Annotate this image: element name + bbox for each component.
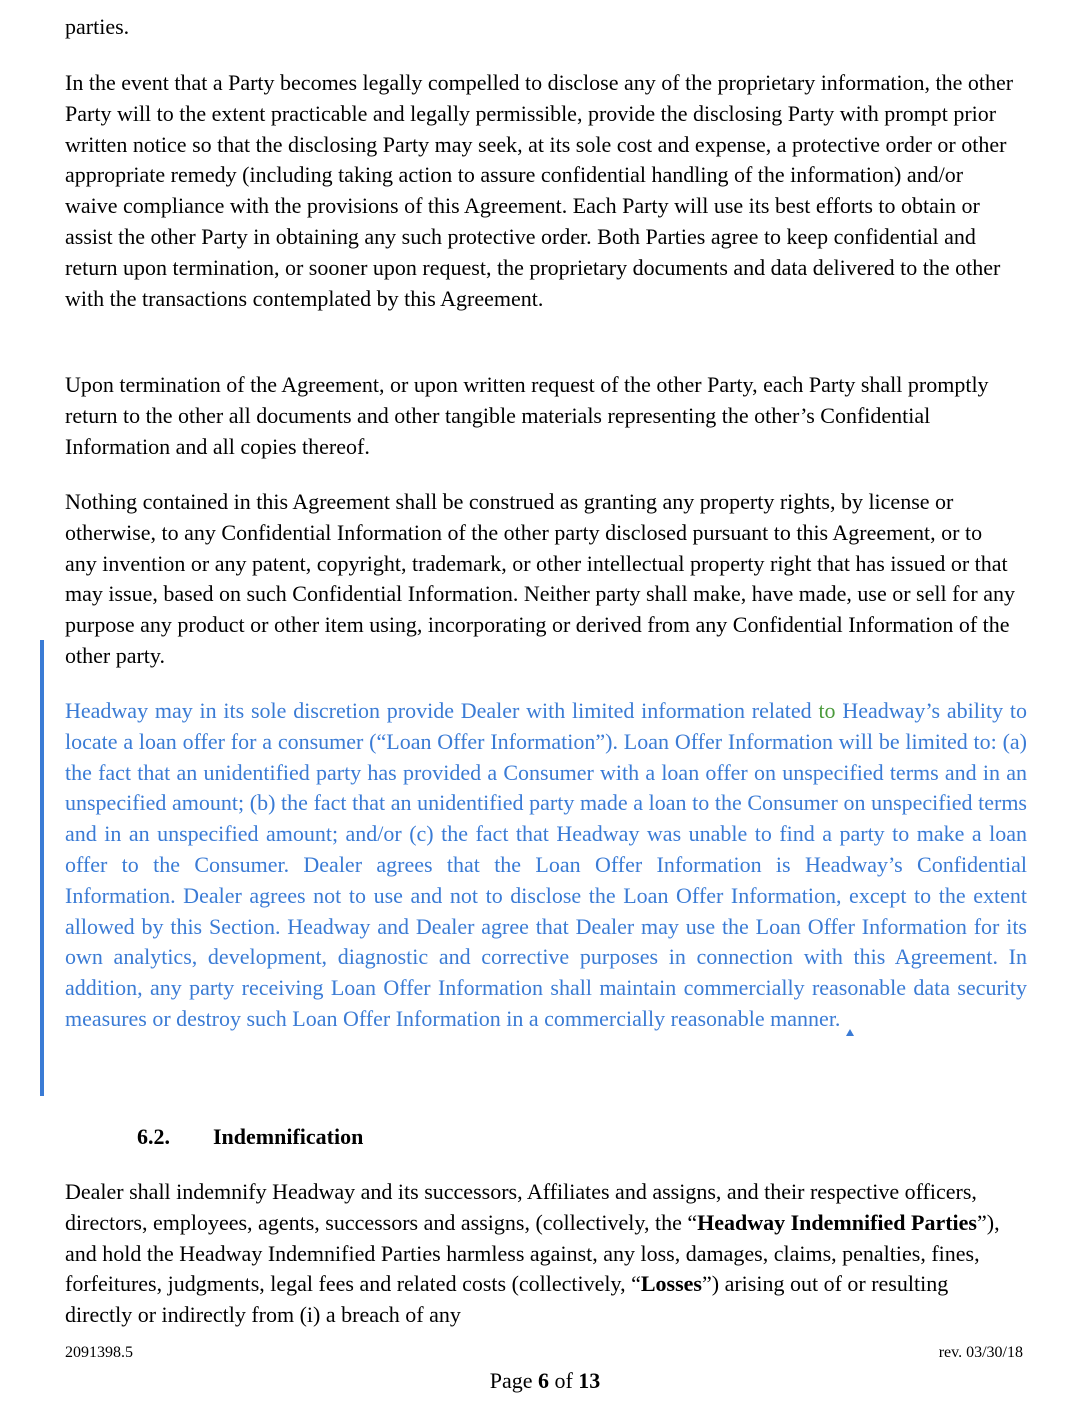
- page-prefix: Page: [489, 1368, 538, 1393]
- indemnification-text: ”), and hold the Headway Indemnified Parties harmless against, any loss, damages, claims, penalties, fines, forfeitures, judgments, legal fees and related costs (collectively, “: [65, 1209, 1000, 1297]
- paragraph-continuation: parties.: [65, 14, 130, 39]
- section-title: Indemnification: [213, 1124, 364, 1149]
- tracked-text: Headway may in its sole discretion provide Dealer with limited information related: [65, 698, 819, 723]
- indemnification-text: ”) arising out of or resulting directly or indirectly from (i) a breach of any: [65, 1271, 949, 1328]
- tracked-text: Headway’s ability to locate a loan offer for a consumer (“Loan Offer Information”). Loan Offer Information will be limited to: (a) the fact that an unidentified party has provided a Consumer with a loan offer on unspecified terms and in an unspecified amount; (b) the fact that an unidentified party made a loan to the Consumer on unspecified terms and in an unspecified amount; and/or (c) the fact that Headway was unable to find a party to make a loan offer to the Consumer. Dealer agrees that the Loan Offer Information is Headway’s Confidential Information. Dealer agrees not to use and not to disclose the Loan Offer Information, except to the extent allowed by this Section. Headway and Dealer agree that Dealer may use the Loan Offer Information for its own analytics, development, diagnostic and corrective purposes in connection with this Agreement. In addition, any party receiving Loan Offer Information shall maintain commercially reasonable data security measures or destroy such Loan Offer Information in a commercially reasonable manner.: [65, 698, 1027, 1031]
- page-number: [0, 1366, 1071, 1396]
- document-id: 2091398.5: [65, 1344, 133, 1361]
- page-of: of: [548, 1368, 579, 1393]
- section-heading: [137, 1122, 363, 1152]
- paragraph-return-materials: Upon termination of the Agreement, or upon written request of the other Party, each Party shall promptly return to the other all documents and other tangible materials representing the other’s Confidential Information and all copies thereof.: [65, 372, 989, 459]
- section-number: 6.2.: [137, 1124, 170, 1149]
- paragraph-legal-compulsion: In the event that a Party becomes legally compelled to disclose any of the proprietary information, the other Party will to the extent practicable and legally permissible, provide the disclosing Party with prompt prior written notice so that the disclosing Party may seek, at its sole cost and expense, a protective order or other appropriate remedy (including taking action to assure confidential handling of the information) and/or waive compliance with the provisions of this Agreement. Each Party will use its best efforts to obtain or assist the other Party in obtaining any such protective order. Both Parties agree to keep confidential and return upon termination, or sooner upon request, the proprietary documents and data delivered to the other with the transactions contemplated by this Agreement.: [65, 70, 1014, 311]
- paragraph-loan-offer-information: [65, 696, 1027, 1036]
- inserted-word: to: [818, 698, 836, 723]
- defined-term: Headway Indemnified Parties: [697, 1209, 977, 1235]
- page-total: 13: [578, 1368, 601, 1393]
- indemnification-text: Dealer shall indemnify Headway and its successors, Affiliates and assigns, and their respective officers, directors, employees, agents, successors and assigns, (collectively, the “: [65, 1179, 977, 1235]
- revision-date: rev. 03/30/18: [938, 1344, 1023, 1361]
- paragraph-indemnification: [65, 1177, 1015, 1331]
- paragraph-no-property-rights: Nothing contained in this Agreement shall be construed as granting any property rights, by license or otherwise, to any Confidential Information of the other party disclosed pursuant to this Agreement, or to any invention or any patent, copyright, trademark, or other intellectual property right that has issued or that may issue, based on such Confidential Information. Neither party shall make, have made, use or sell for any purpose any product or other item using, incorporating or derived from any Confidential Information of the other party.: [65, 489, 1016, 668]
- change-bar: [40, 640, 44, 1096]
- defined-term: Losses: [640, 1271, 702, 1297]
- insertion-caret-icon: [846, 1029, 854, 1036]
- page-current: 6: [537, 1368, 549, 1393]
